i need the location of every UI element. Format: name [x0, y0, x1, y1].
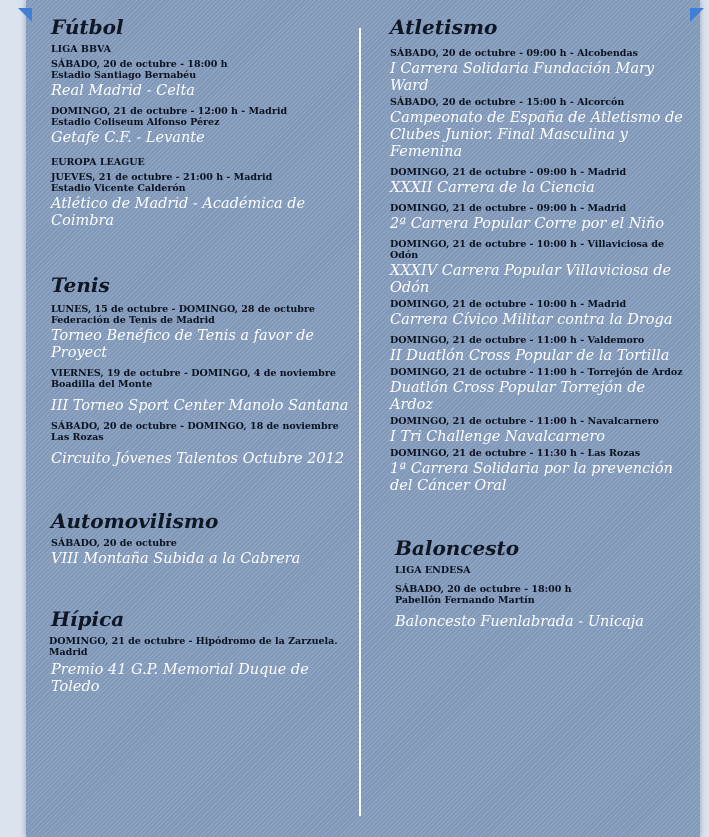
- event-date: SÁBADO, 20 de octubre: [51, 538, 177, 549]
- event-name: XXXII Carrera de la Ciencia: [390, 180, 595, 196]
- section-futbol: [51, 14, 351, 230]
- event-name: Campeonato de España de Atletismo de Clubes Junior. Final Masculina y Femenina: [390, 110, 683, 160]
- column-divider: [359, 28, 361, 816]
- event-date: DOMINGO, 21 de octubre - 12:00 h - Madrid Estadio Coliseum Alfonso Pérez: [51, 106, 288, 128]
- section-tenis: [51, 272, 351, 468]
- event-name: Getafe C.F. - Levante: [51, 130, 205, 146]
- event-name: Atlético de Madrid - Académica de Coimbra: [51, 196, 306, 229]
- list-item: [390, 416, 690, 446]
- section-title-automovilismo: Automovilismo: [51, 509, 219, 533]
- list-item: [390, 239, 690, 297]
- event-name: Duatlón Cross Popular Torrejón de Ardoz: [390, 380, 646, 413]
- event-name: 1ª Carrera Solidaria por la prevención del Cáncer Oral: [390, 461, 673, 494]
- section-title-futbol: Fútbol: [51, 15, 124, 39]
- event-name: 2ª Carrera Popular Corre por el Niño: [390, 216, 665, 232]
- event-date: DOMINGO, 21 de octubre - 11:30 h - Las Rozas: [390, 448, 641, 459]
- event-name: VIII Montaña Subida a la Cabrera: [51, 551, 301, 567]
- event-date: SÁBADO, 20 de octubre - 09:00 h - Alcobendas: [390, 48, 638, 59]
- list-item: [390, 367, 690, 414]
- event-date: DOMINGO, 21 de octubre - Hipódromo de la Zarzuela. Madrid: [49, 636, 338, 658]
- section-title-baloncesto: Baloncesto: [395, 536, 520, 560]
- left-column: [51, 14, 351, 702]
- league-label: LIGA ENDESA: [395, 565, 471, 576]
- corner-ribbon-right: [690, 8, 704, 22]
- event-date: SÁBADO, 20 de octubre - 18:00 h Pabellón Fernando Martín: [395, 584, 572, 606]
- league-label: LIGA BBVA: [51, 44, 111, 55]
- league-label: EUROPA LEAGUE: [51, 157, 145, 168]
- list-item: [390, 167, 690, 197]
- event-date: DOMINGO, 21 de octubre - 11:00 h - Navalcarnero: [390, 416, 659, 427]
- event-name: I Carrera Solidaria Fundación Mary Ward: [390, 61, 655, 94]
- event-date: VIERNES, 19 de octubre - DOMINGO, 4 de noviembre Boadilla del Monte: [51, 368, 336, 390]
- event-date: DOMINGO, 21 de octubre - 09:00 h - Madrid: [390, 203, 627, 214]
- section-baloncesto: [395, 535, 690, 631]
- event-name: XXXIV Carrera Popular Villaviciosa de Odón: [390, 263, 672, 296]
- event-name: Premio 41 G.P. Memorial Duque de Toledo: [51, 662, 309, 695]
- section-hipica: [51, 606, 351, 696]
- section-atletismo: [390, 14, 690, 495]
- event-name: Circuito Jóvenes Talentos Octubre 2012: [51, 451, 345, 467]
- event-date: DOMINGO, 21 de octubre - 11:00 h - Torrejón de Ardoz: [390, 367, 683, 378]
- corner-ribbon-left: [18, 8, 32, 22]
- event-date: DOMINGO, 21 de octubre - 11:00 h - Valdemoro: [390, 335, 645, 346]
- event-date: DOMINGO, 21 de octubre - 10:00 h - Madrid: [390, 299, 627, 310]
- list-item: [390, 48, 690, 95]
- event-date: SÁBADO, 20 de octubre - 18:00 h Estadio Santiago Bernabéu: [51, 59, 228, 81]
- list-item: [390, 299, 690, 329]
- section-title-atletismo: Atletismo: [390, 15, 498, 39]
- event-name: Torneo Benéfico de Tenis a favor de Proyect: [51, 328, 314, 361]
- list-item: [390, 203, 690, 233]
- event-date: SÁBADO, 20 de octubre - 15:00 h - Alcorcón: [390, 97, 625, 108]
- event-name: III Torneo Sport Center Manolo Santana: [51, 398, 349, 414]
- event-name: II Duatlón Cross Popular de la Tortilla: [390, 348, 670, 364]
- section-automovilismo: [51, 508, 351, 568]
- event-date: DOMINGO, 21 de octubre - 10:00 h - Villaviciosa de Odón: [390, 239, 665, 261]
- list-item: [390, 448, 690, 495]
- event-name: Real Madrid - Celta: [51, 83, 195, 99]
- right-column: [390, 14, 690, 637]
- event-date: LUNES, 15 de octubre - DOMINGO, 28 de octubre Federación de Tenis de Madrid: [51, 304, 315, 326]
- event-date: SÁBADO, 20 de octubre - DOMINGO, 18 de noviembre Las Rozas: [51, 421, 339, 443]
- event-name: Baloncesto Fuenlabrada - Unicaja: [395, 614, 644, 630]
- event-date: JUEVES, 21 de octubre - 21:00 h - Madrid Estadio Vicente Calderón: [51, 172, 273, 194]
- list-item: [390, 97, 690, 161]
- section-title-tenis: Tenis: [51, 273, 110, 297]
- event-name: I Tri Challenge Navalcarnero: [390, 429, 606, 445]
- event-name: Carrera Cívico Militar contra la Droga: [390, 312, 673, 328]
- event-date: DOMINGO, 21 de octubre - 09:00 h - Madrid: [390, 167, 627, 178]
- section-title-hipica: Hípica: [51, 607, 125, 631]
- list-item: [390, 335, 690, 365]
